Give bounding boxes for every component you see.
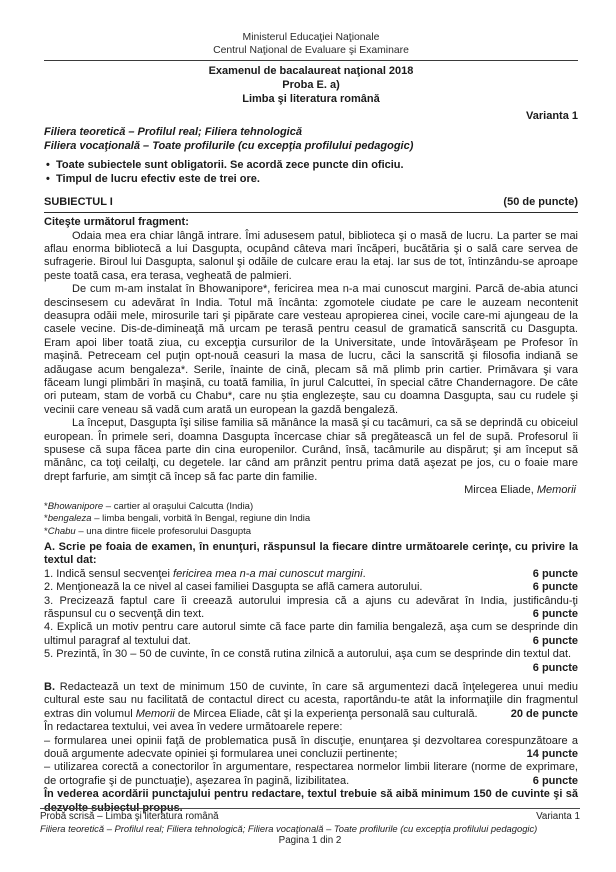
reper-text: – formularea unei opinii faţă de problematica pusă în discuţie, enunţarea şi dezvoltarea corespunzătoare a două argumente adecvate opiniei şi formularea unei concluzii pertinente; xyxy=(44,734,578,761)
instruction-line xyxy=(46,159,578,173)
item-text: 5. Prezintă, în 30 – 50 de cuvinte, în ce constă rutina zilnică a autorului, aşa cum se desprinde din textul dat. xyxy=(44,648,572,661)
points-label: 14 puncte xyxy=(526,748,578,761)
exam-title-block xyxy=(44,65,578,106)
points-label: 6 puncte xyxy=(532,607,578,620)
instruction-line xyxy=(46,173,578,187)
task-b-reper-2 xyxy=(44,761,578,788)
bullet-icon: • xyxy=(46,159,50,172)
footnotes xyxy=(44,501,578,538)
footnote-marker: * xyxy=(44,500,48,512)
footnote-marker: * xyxy=(44,525,48,537)
reper-text: – utilizarea corectă a conectorilor în argumentare, respectarea normelor limbii literare (norme de exprimare, de ortografie şi de punctuaţie), aşezarea în pagină, lizibilitatea. xyxy=(44,761,578,787)
item-quote: fericirea mea n-a mai cunoscut margini xyxy=(173,567,363,580)
task-b-text: Redactează un text de minimum 150 de cuvinte, în care să argumentezi dacă înţelegerea unui mediu cultural este sau nu facilitată de contactul direct cu acesta, raportându-te atât la informaţiile din fragmentul extras din volumul xyxy=(44,680,578,720)
task-b-label: B. xyxy=(44,680,55,693)
variant-label: Varianta 1 xyxy=(526,109,578,122)
task-a-intro: A. Scrie pe foaia de examen, în enunţuri, răspunsul la fiecare dintre următoarele cerinţe, cu privire la textul dat: xyxy=(44,540,578,567)
fragment-paragraph-2: De cum m-am instalat în Bhowanipore*, fericirea mea n-a mai cunoscut margini. Parcă de-abia atunci descinsesem cu adevărat în India. Totul mă încânta: zgomotele ciudate pe care le auzeam necontenit deasupra odăii mele, mirosurile tari şi pipărate care vesteau apropierea cinei, vocile care-mi ajungeau de la casele vecine. Dis-de-dimineaţă mă urcam pe terasă pentru ceasul de gramatică sanscrită cu Dasgupta. Eram apoi liber toată ziua, cu excepţia cursurilor de la Universitate, unde întovărăşeam pe Profesor în maşină. Petreceam cel puţin opt-nouă ceasuri la masa de lucru, căci la sanscrită şi filosofia indiană se adăugase acum bengaleza*. Serile, înainte de cină, plecam să mă plimb prin cartier. Primăvara şi vara făceam lungi plimbări în maşină, cu toată familia, în jurul Calcuttei, în special către Chandernagore. De câte ori puteam, stam de vorbă cu Chabu*, care nu ştia englezeşte, sau cu doamna Dasgupta, sau cu rudele şi vecinii care veneau să vadă cum arată un european la gazdă bengaleză. xyxy=(44,283,578,416)
task-a-item-4 xyxy=(44,621,578,648)
bullet-icon: • xyxy=(46,172,50,185)
read-fragment-label: Citeşte următorul fragment: xyxy=(44,216,189,229)
footer-proba: Probă scrisă – Limba şi literatura română xyxy=(40,811,219,822)
footer-page-number: Pagina 1 din 2 xyxy=(278,834,342,846)
subject1-title: SUBIECTUL I xyxy=(44,195,113,208)
task-b-reper-1 xyxy=(44,735,578,762)
points-label: 6 puncte xyxy=(532,567,578,580)
points-label: 6 puncte xyxy=(532,774,578,787)
item-text: . xyxy=(362,567,366,580)
item-text: 4. Explică un motiv pentru care autorul simte că face parte din familia bengaleză, aşa cum se desprinde din ultimul paragraf al textului dat. xyxy=(44,621,578,647)
instruction-text: Toate subiectele sunt obligatorii. Se acordă zece puncte din oficiu. xyxy=(56,159,404,172)
task-b-work: Memorii xyxy=(135,707,175,720)
exam-title: Examenul de bacalaureat naţional 2018 xyxy=(208,65,414,78)
filiera-line-1: Filiera teoretică – Profilul real; Filiera tehnologică xyxy=(44,125,302,138)
item-text: 2. Menţionează la ce nivel al casei familiei Dasgupta se află camera autorului. xyxy=(44,581,423,594)
task-a-item-5 xyxy=(44,648,578,661)
attribution-work: Memorii xyxy=(536,484,576,497)
footnote xyxy=(44,501,578,513)
exam-subject: Limba şi literatura română xyxy=(242,92,380,105)
item-text: 1. Indică sensul secvenţei xyxy=(44,567,174,580)
task-a-item-2 xyxy=(44,581,578,594)
task-a-item-3 xyxy=(44,595,578,622)
task-b-repere-intro: În redactarea textului, vei avea în vedere următoarele repere: xyxy=(44,721,343,734)
ministry-line-1: Ministerul Educaţiei Naţionale xyxy=(242,32,380,43)
footnote xyxy=(44,513,578,525)
filiera-block xyxy=(44,126,578,153)
points-label: 6 puncte xyxy=(532,634,578,647)
footnote-marker: * xyxy=(44,513,48,525)
subject1-header xyxy=(44,196,578,213)
ministry-line-2: Centrul Naţional de Evaluare şi Examinare xyxy=(213,44,409,56)
ministry-header xyxy=(44,32,578,57)
footnote-text: – limba bengali, vorbită în Bengal, regiune din India xyxy=(91,513,311,525)
footnote xyxy=(44,526,578,538)
fragment-paragraph-3: La început, Dasgupta îşi silise familia să mănânce la masă şi cu tacâmuri, ca să se deprindă cu obiceiul european. În primele seri, doamna Dasgupta încercase chiar să pregătească un fel de supă. Profesorul îi spusese că supa făcea parte din cina europenilor. Curând, însă, tacâmurile au dispărut; şi am început să mănânc, ca toţi ceilalţi, cu degetele. Iar când am prânzit pentru prima dată aşezat pe jos, cu o foaie mare drept farfurie, am simţit că încep să fac parte din familie. xyxy=(44,417,578,483)
filiera-line-2: Filiera vocaţională – Toate profilurile (cu excepţia profilului pedagogic) xyxy=(44,139,414,152)
page-footer xyxy=(40,808,580,846)
footnote-text: – cartier al oraşului Calcutta (India) xyxy=(103,500,254,512)
header-divider xyxy=(44,60,578,61)
points-label: 6 puncte xyxy=(532,581,578,594)
instruction-text: Timpul de lucru efectiv este de trei ore. xyxy=(56,172,260,185)
subject1-points: (50 de puncte) xyxy=(503,195,578,208)
task-a-item-1 xyxy=(44,568,578,581)
task-b-note: În vederea acordării punctajului pentru redactare, textul trebuie să aibă minimum 150 de cuvinte şi să dezvolte subiectul propus. xyxy=(44,788,578,814)
footer-filiera: Filiera teoretică – Profilul real; Filiera tehnologică; Filiera vocaţională – Toate profilurile (cu excepţia profilului pedagogic) xyxy=(40,822,538,834)
footer-variant: Varianta 1 xyxy=(536,811,580,822)
task-b-statement xyxy=(44,681,578,721)
general-instructions xyxy=(44,159,578,187)
exam-proba: Proba E. a) xyxy=(282,78,340,91)
attribution-author: Mircea Eliade, xyxy=(464,484,537,497)
footnote-text: – una dintre fiicele profesorului Dasgupta xyxy=(75,525,252,537)
task-b-text: de Mircea Eliade, cât şi la experienţa personală sau culturală. xyxy=(174,707,478,720)
literary-fragment xyxy=(44,230,578,485)
footnote-term: Bhowanipore xyxy=(47,500,104,512)
footer-row xyxy=(40,811,580,823)
points-label: 6 puncte xyxy=(532,661,578,674)
fragment-paragraph-1: Odaia mea era chiar lângă intrare. Îmi adusesem patul, biblioteca şi o masă de lucru. La parter se mai aflau enorma bibliotecă a lui Dasgupta, ocupând câteva mari încăperi, bucătăria şi o sală care servea de sufragerie. Biroul lui Dasgupta, salonul şi odăile de culcare erau la etaj. Iar sus de tot, întinzându-se aproape peste toată casa, era terasa, vegheată de palmieri. xyxy=(44,229,578,282)
item-text: 3. Precizează faptul care îi creează autorului impresia că a ajuns cu adevărat în India, justificându-ţi răspunsul cu o secvenţă din text. xyxy=(44,594,578,620)
footnote-term: Chabu xyxy=(47,525,76,537)
footnote-term: bengaleza xyxy=(47,513,92,525)
points-label: 20 de puncte xyxy=(510,707,578,720)
attribution xyxy=(44,484,578,497)
